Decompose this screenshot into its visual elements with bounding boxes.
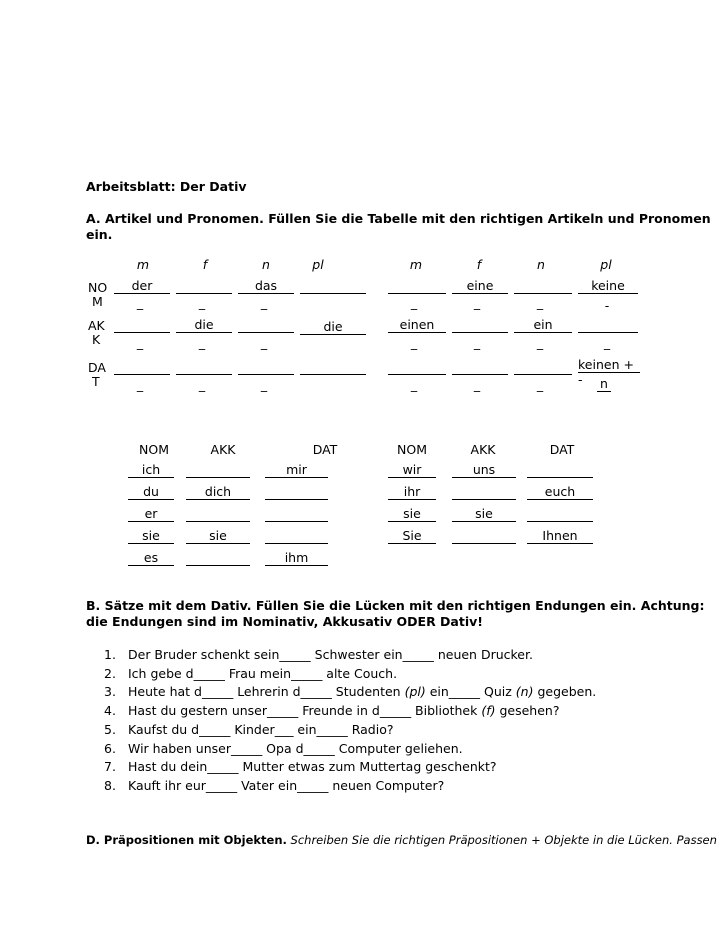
akk-pl2-cell xyxy=(578,317,638,333)
dat-pl-cell xyxy=(300,359,366,375)
list-item xyxy=(104,778,444,793)
page-title: Arbeitsblatt: Der Dativ xyxy=(86,179,247,194)
list-item xyxy=(104,703,559,718)
akk-m-dash: _ xyxy=(136,335,144,350)
akk-f-dash: _ xyxy=(198,335,206,350)
list-item-gender-hint: (pl) xyxy=(404,684,426,699)
dat-f2-cell xyxy=(452,359,508,375)
section-d-instructions: Schreiben Sie die richtigen Präpositionen + Objekte in die Lücken. Passen xyxy=(286,833,717,847)
akk-m2-dash: _ xyxy=(410,335,418,350)
col-header-pl: pl xyxy=(312,257,324,272)
pron-cell-nom: sie xyxy=(128,528,174,544)
pron-cell-akk2 xyxy=(452,528,516,544)
akk-m-cell xyxy=(114,317,170,333)
akk-f-cell: die xyxy=(176,317,232,333)
col-header-n: n xyxy=(262,257,270,272)
list-item-text: gesehen? xyxy=(495,703,560,718)
row-label-nom-1: NO xyxy=(88,280,108,295)
pron-cell-nom: ich xyxy=(128,462,174,478)
dat-f-cell xyxy=(176,359,232,375)
dat-n-dash: _ xyxy=(260,377,268,392)
pron-cell-nom2: ihr xyxy=(388,484,436,500)
list-item-text: Hast du gestern unser_____ Freunde in d_____ Bibliothek xyxy=(128,703,482,718)
pron-cell-nom: du xyxy=(128,484,174,500)
pron-cell-nom: er xyxy=(128,506,174,522)
list-item-number: 5. xyxy=(104,722,116,737)
pron-header-dat2: DAT xyxy=(549,442,575,457)
row-label-dat-2: T xyxy=(92,374,100,389)
list-item-number: 7. xyxy=(104,759,116,774)
list-item-number: 2. xyxy=(104,666,116,681)
nom-f2-cell: eine xyxy=(452,278,508,294)
pron-cell-dat xyxy=(265,528,328,544)
list-item-number: 3. xyxy=(104,684,116,699)
list-item-text: Ich gebe d_____ Frau mein_____ alte Couch. xyxy=(128,666,398,681)
pron-cell-akk xyxy=(186,462,250,478)
list-item-gender-hint: (n) xyxy=(515,684,534,699)
col-header-m: m xyxy=(136,257,150,272)
pron-cell-nom2: Sie xyxy=(388,528,436,544)
nom-m-dash: _ xyxy=(136,295,144,310)
nom-f-dash: _ xyxy=(198,295,206,310)
nom-m2-dash: _ xyxy=(410,295,418,310)
pron-cell-akk: dich xyxy=(186,484,250,500)
dat-pl2-ending: n xyxy=(597,376,611,392)
col-header-n2: n xyxy=(537,257,545,272)
pron-header-akk2: AKK xyxy=(470,442,496,457)
list-item xyxy=(104,647,533,662)
pron-header-nom: NOM xyxy=(139,442,169,457)
pron-cell-dat2: euch xyxy=(527,484,593,500)
nom-pl-cell xyxy=(300,278,366,294)
list-item-text: gegeben. xyxy=(533,684,597,699)
dat-pl2-cell: keinen + - xyxy=(578,357,640,373)
list-item-text: Wir haben unser_____ Opa d_____ Computer geliehen. xyxy=(128,741,463,756)
dat-f2-dash: _ xyxy=(473,377,481,392)
dat-m2-dash: _ xyxy=(410,377,418,392)
list-item-number: 6. xyxy=(104,741,116,756)
akk-n2-dash: _ xyxy=(536,335,544,350)
dat-m-cell xyxy=(114,359,170,375)
list-item-gender-hint: (f) xyxy=(481,703,496,718)
pron-cell-nom2: wir xyxy=(388,462,436,478)
pron-cell-nom: es xyxy=(128,550,174,566)
row-label-akk-1: AK xyxy=(88,318,105,333)
akk-m2-cell: einen xyxy=(388,317,446,333)
nom-n2-dash: _ xyxy=(536,295,544,310)
list-item-text: Heute hat d_____ Lehrerin d_____ Studenten xyxy=(128,684,405,699)
pron-cell-akk xyxy=(186,506,250,522)
list-item xyxy=(104,722,394,737)
akk-n2-cell: ein xyxy=(514,317,572,333)
list-item-text: Der Bruder schenkt sein_____ Schwester ein_____ neuen Drucker. xyxy=(128,647,533,662)
dat-n-cell xyxy=(238,359,294,375)
nom-f-cell xyxy=(176,278,232,294)
dat-m2-cell xyxy=(388,359,446,375)
pron-cell-dat xyxy=(265,506,328,522)
akk-pl2-dash: _ xyxy=(603,335,611,350)
pron-cell-akk2: sie xyxy=(452,506,516,522)
pron-cell-akk xyxy=(186,550,250,566)
pron-cell-dat2: Ihnen xyxy=(527,528,593,544)
list-item xyxy=(104,684,596,699)
section-a-heading-line1: A. Artikel und Pronomen. Füllen Sie die Tabelle mit den richtigen Artikeln und Pronomen xyxy=(86,211,711,226)
list-item-text: ein_____ Quiz xyxy=(425,684,516,699)
akk-f2-cell xyxy=(452,317,508,333)
list-item-text: Hast du dein_____ Mutter etwas zum Muttertag geschenkt? xyxy=(128,759,497,774)
list-item xyxy=(104,666,397,681)
section-b-heading-line1: B. Sätze mit dem Dativ. Füllen Sie die Lücken mit den richtigen Endungen ein. Achtung: xyxy=(86,598,705,613)
pron-cell-dat: mir xyxy=(265,462,328,478)
col-header-f: f xyxy=(202,257,208,272)
nom-f2-dash: _ xyxy=(473,295,481,310)
nom-pl2-dash: - xyxy=(604,298,610,313)
col-header-m2: m xyxy=(409,257,423,272)
pron-header-dat: DAT xyxy=(312,442,338,457)
list-item xyxy=(104,759,497,774)
nom-m-cell: der xyxy=(114,278,170,294)
pron-cell-akk: sie xyxy=(186,528,250,544)
pron-cell-dat: ihm xyxy=(265,550,328,566)
pron-header-akk: AKK xyxy=(210,442,236,457)
section-d-heading xyxy=(86,833,717,848)
list-item-number: 4. xyxy=(104,703,116,718)
akk-pl-cell: die xyxy=(300,319,366,335)
pron-cell-dat2 xyxy=(527,462,593,478)
list-item xyxy=(104,741,463,756)
row-label-dat-1: DA xyxy=(88,360,106,375)
list-item-text: Kauft ihr eur_____ Vater ein_____ neuen Computer? xyxy=(128,778,445,793)
list-item-number: 8. xyxy=(104,778,116,793)
dat-m-dash: _ xyxy=(136,377,144,392)
row-label-nom-2: M xyxy=(92,294,103,309)
nom-n2-cell xyxy=(514,278,572,294)
list-item-number: 1. xyxy=(104,647,116,662)
list-item-text: Kaufst du d_____ Kinder___ ein_____ Radio? xyxy=(128,722,394,737)
pron-cell-akk2 xyxy=(452,484,516,500)
nom-pl2-cell: keine xyxy=(578,278,638,294)
pron-cell-nom2: sie xyxy=(388,506,436,522)
section-d-title: D. Präpositionen mit Objekten. xyxy=(86,833,287,847)
pron-cell-dat2 xyxy=(527,506,593,522)
pron-cell-akk2: uns xyxy=(452,462,516,478)
col-header-pl2: pl xyxy=(600,257,612,272)
section-b-heading-line2: die Endungen sind im Nominativ, Akkusativ ODER Dativ! xyxy=(86,614,483,629)
nom-m2-cell xyxy=(388,278,446,294)
section-a-heading-line2: ein. xyxy=(86,227,113,242)
nom-n-dash: _ xyxy=(260,295,268,310)
akk-f2-dash: _ xyxy=(473,335,481,350)
nom-n-cell: das xyxy=(238,278,294,294)
dat-n2-dash: _ xyxy=(536,377,544,392)
akk-n-cell xyxy=(238,317,294,333)
row-label-akk-2: K xyxy=(92,332,101,347)
pron-cell-dat xyxy=(265,484,328,500)
col-header-f2: f xyxy=(476,257,482,272)
dat-f-dash: _ xyxy=(198,377,206,392)
akk-n-dash: _ xyxy=(260,335,268,350)
pron-header-nom2: NOM xyxy=(397,442,427,457)
dat-n2-cell xyxy=(514,359,572,375)
